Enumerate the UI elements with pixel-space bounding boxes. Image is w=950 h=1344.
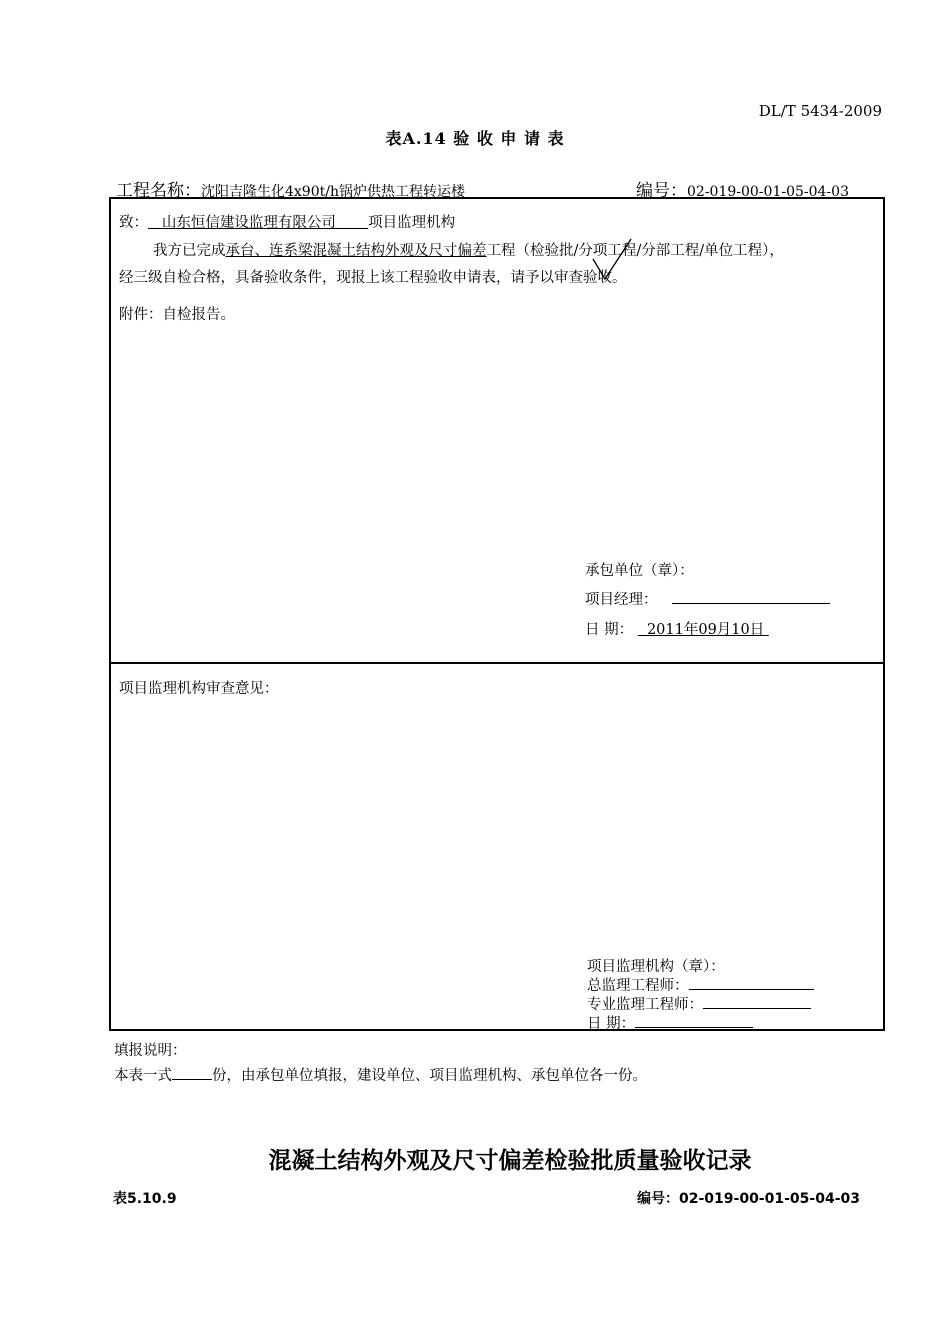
copies-blank[interactable] bbox=[172, 1067, 212, 1080]
to-org: 山东恒信建设监理有限公司 bbox=[161, 215, 336, 231]
manager-signature-blank[interactable] bbox=[672, 591, 830, 604]
record-title: 混凝土结构外观及尺寸偏差检验批质量验收记录 bbox=[268, 1148, 752, 1174]
contractor-stamp: 承包单位（章）： bbox=[585, 563, 694, 579]
statement-line-2: 经三级自检合格，具备验收条件，现报上该工程验收申请表，请予以审查验收。 bbox=[119, 270, 627, 286]
manager-label: 项目经理： bbox=[585, 592, 658, 608]
inspection-subject: 承台、连系梁混凝土结构外观及尺寸偏差 bbox=[225, 243, 487, 259]
statement-prefix: 我方已完成 bbox=[153, 243, 226, 259]
specialist-engineer-label: 专业监理工程师： bbox=[587, 997, 703, 1013]
project-name-value: 沈阳吉隆生化4x90t/h锅炉供热工程转运楼 bbox=[201, 184, 465, 200]
notes-suffix: 份，由承包单位填报，建设单位、项目监理机构、承包单位各一份。 bbox=[212, 1068, 647, 1084]
addressee-line bbox=[119, 211, 455, 232]
record-number bbox=[637, 1188, 860, 1208]
review-org-stamp: 项目监理机构（章）： bbox=[587, 959, 725, 975]
review-date-blank[interactable] bbox=[635, 1015, 753, 1028]
statement-suffix: 工程（检验批/分项工程/分部工程/单位工程）， bbox=[486, 243, 784, 259]
chief-engineer-row bbox=[587, 974, 814, 995]
application-table bbox=[109, 197, 885, 1031]
statement-line-1 bbox=[153, 239, 784, 260]
record-number-value: 02-019-00-01-05-04-03 bbox=[679, 1191, 860, 1207]
attachment-line: 附件：自检报告。 bbox=[119, 307, 235, 323]
date-row bbox=[585, 618, 769, 639]
to-label: 致： bbox=[119, 215, 148, 231]
date-value: 2011年09月10日 bbox=[646, 622, 765, 638]
to-suffix: 项目监理机构 bbox=[368, 215, 456, 231]
project-name-label: 工程名称： bbox=[116, 181, 201, 201]
section-divider bbox=[111, 662, 883, 664]
record-table-no: 表5.10.9 bbox=[113, 1191, 177, 1207]
notes-prefix: 本表一式 bbox=[114, 1068, 172, 1084]
review-opinion-label: 项目监理机构审查意见： bbox=[119, 681, 279, 697]
specialist-engineer-blank[interactable] bbox=[703, 996, 811, 1009]
record-number-label: 编号： bbox=[637, 1191, 679, 1207]
form-title: 表A.14 验 收 申 请 表 bbox=[385, 129, 565, 148]
specialist-engineer-row bbox=[587, 993, 811, 1014]
form-number-value: 02-019-00-01-05-04-03 bbox=[687, 184, 849, 200]
review-date-row bbox=[587, 1012, 753, 1033]
notes-text bbox=[114, 1064, 647, 1085]
form-number-label: 编号： bbox=[636, 181, 687, 201]
standard-code: DL/T 5434-2009 bbox=[758, 102, 882, 120]
notes-title: 填报说明： bbox=[114, 1043, 187, 1059]
review-date-label: 日 期： bbox=[587, 1016, 636, 1032]
chief-engineer-label: 总监理工程师： bbox=[587, 978, 689, 994]
manager-row bbox=[585, 588, 830, 609]
date-label: 日 期： bbox=[585, 622, 634, 638]
chief-engineer-blank[interactable] bbox=[689, 977, 814, 990]
